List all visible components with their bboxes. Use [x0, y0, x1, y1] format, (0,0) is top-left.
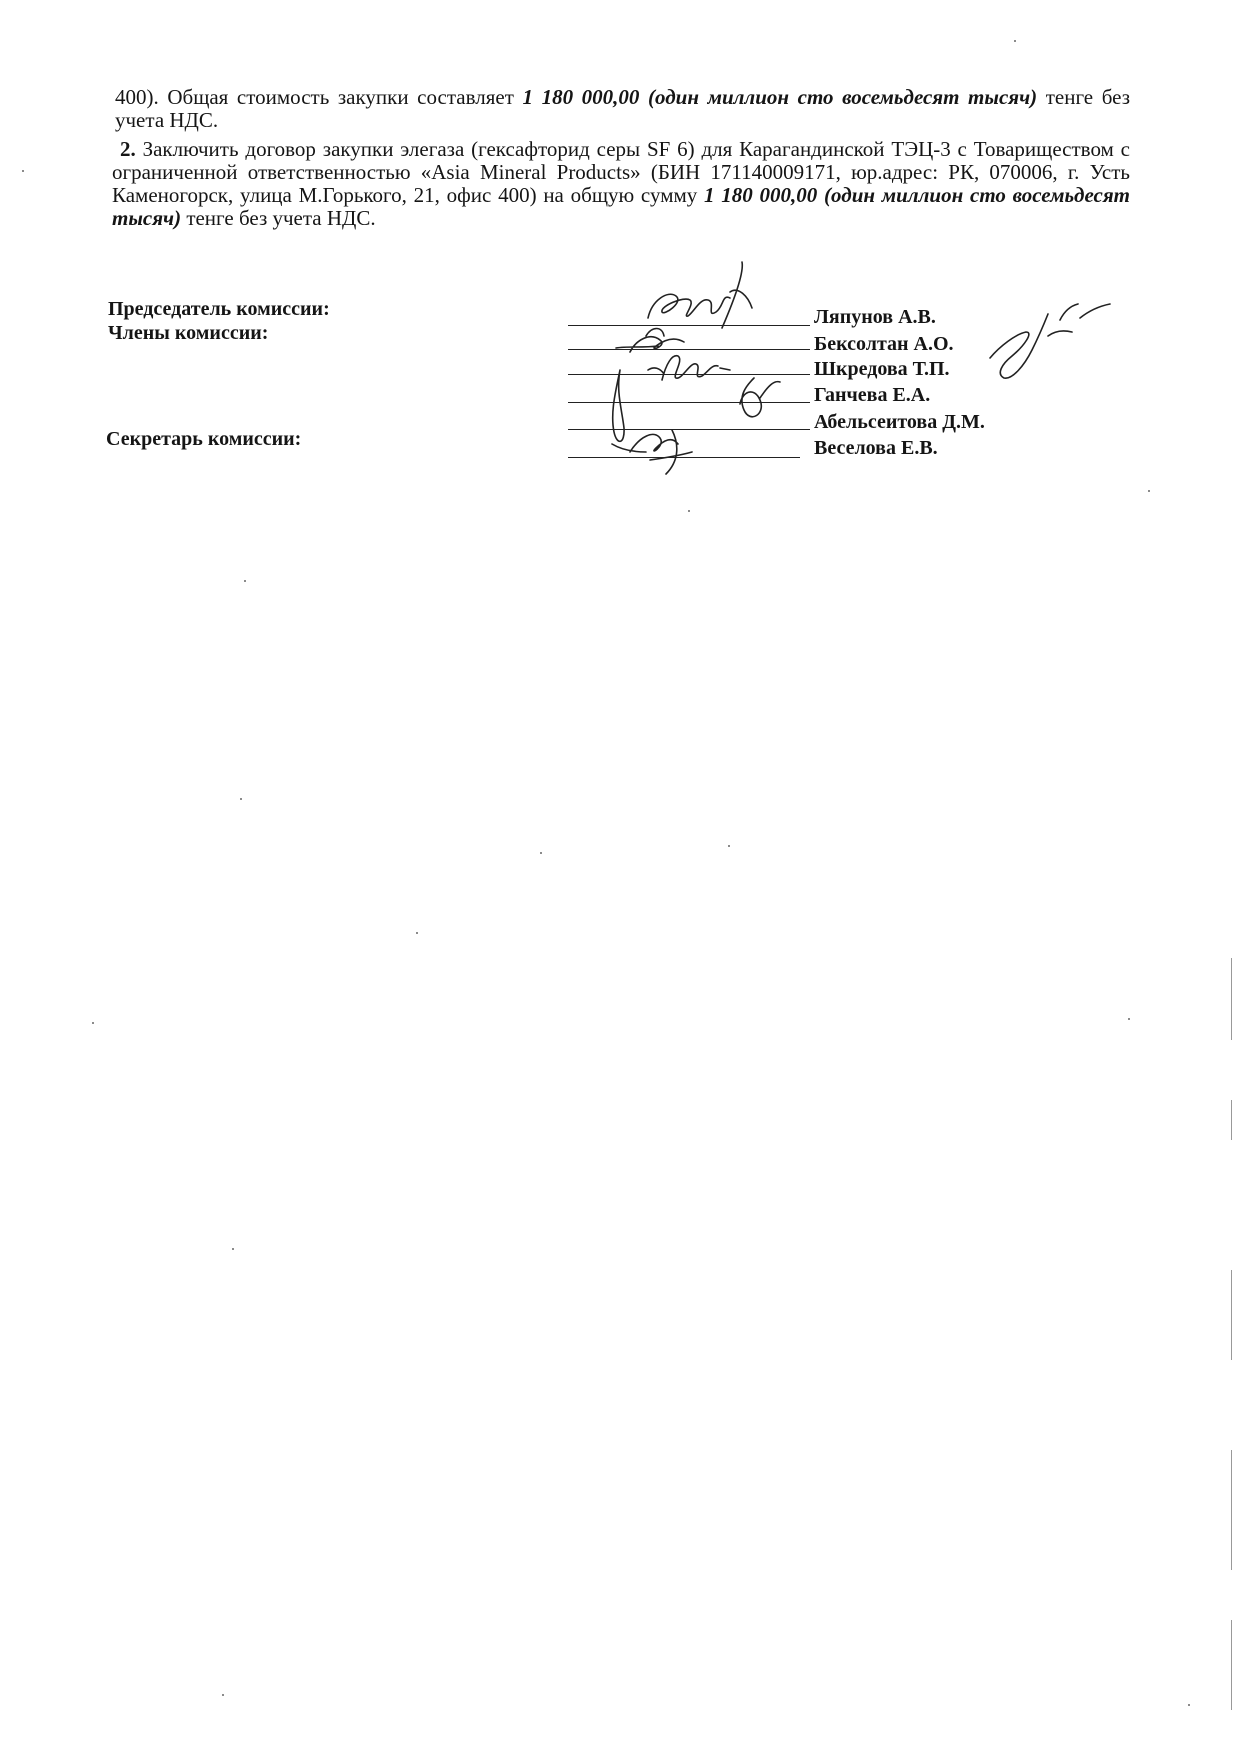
scan-speck: [416, 932, 418, 934]
scan-edge-mark: [1231, 1100, 1233, 1140]
scan-speck: [1148, 490, 1150, 492]
scan-edge-mark: [1231, 1270, 1233, 1360]
chairman-label: Председатель комиссии:: [108, 298, 330, 320]
signature-chairman: [648, 262, 752, 328]
scan-edge-mark: [1231, 1450, 1233, 1570]
signature-margin: [990, 304, 1110, 378]
scan-edge-mark: [1231, 958, 1233, 1040]
scan-speck: [92, 1022, 94, 1024]
scan-speck: [240, 798, 242, 800]
scan-speck: [1188, 1704, 1190, 1706]
scan-speck: [232, 1248, 234, 1250]
paragraph-2-tail: тенге без учета НДС.: [181, 206, 376, 230]
signatory-name: Ляпунов А.В.: [814, 306, 936, 328]
signature-member-3: [613, 370, 780, 441]
handwritten-signatures: [0, 0, 1240, 520]
scan-speck: [540, 852, 542, 854]
scan-speck: [222, 1694, 224, 1696]
signature-member-1: [616, 329, 684, 353]
scan-edge-mark: [1231, 1620, 1233, 1710]
paragraph-1-text: 400). Общая стоимость закупки составляет: [115, 85, 523, 109]
scan-speck: [688, 510, 690, 512]
scan-speck: [22, 170, 24, 172]
members-label: Члены комиссии:: [108, 322, 269, 344]
scan-speck: [1128, 1018, 1130, 1020]
signatory-name: Ганчева Е.А.: [814, 384, 931, 406]
signatory-name: Бексолтан А.О.: [814, 333, 954, 355]
signatory-name: Абельсеитова Д.М.: [814, 411, 985, 433]
paragraph-2-text: Заключить договор закупки элегаза (гексафторид серы SF 6) для Карагандинской ТЭЦ-3 с Товариществом с ограниченной ответственностью «Asia Mineral Products» (БИН 171140009171, юр.адрес: РК, 070006, г. Усть Каменогорск, улица М.Горького, 21, офис 400) на общую сумму: [112, 137, 1130, 207]
secretary-label: Секретарь комиссии:: [106, 428, 302, 450]
scan-speck: [244, 580, 246, 582]
contract-amount: 1 180 000,00 (один миллион сто восемьдесят тысяч): [112, 183, 1130, 230]
paragraph-1-tail: тенге без учета НДС.: [115, 85, 1130, 132]
paragraph-2-number: 2.: [120, 137, 136, 161]
purchase-amount: 1 180 000,00 (один миллион сто восемьдесят тысяч): [522, 85, 1038, 109]
signatory-name: Шкредова Т.П.: [814, 358, 950, 380]
scan-speck: [1014, 40, 1016, 42]
signatory-name: Веселова Е.В.: [814, 437, 938, 459]
scan-speck: [728, 845, 730, 847]
signature-member-2: [648, 356, 730, 380]
